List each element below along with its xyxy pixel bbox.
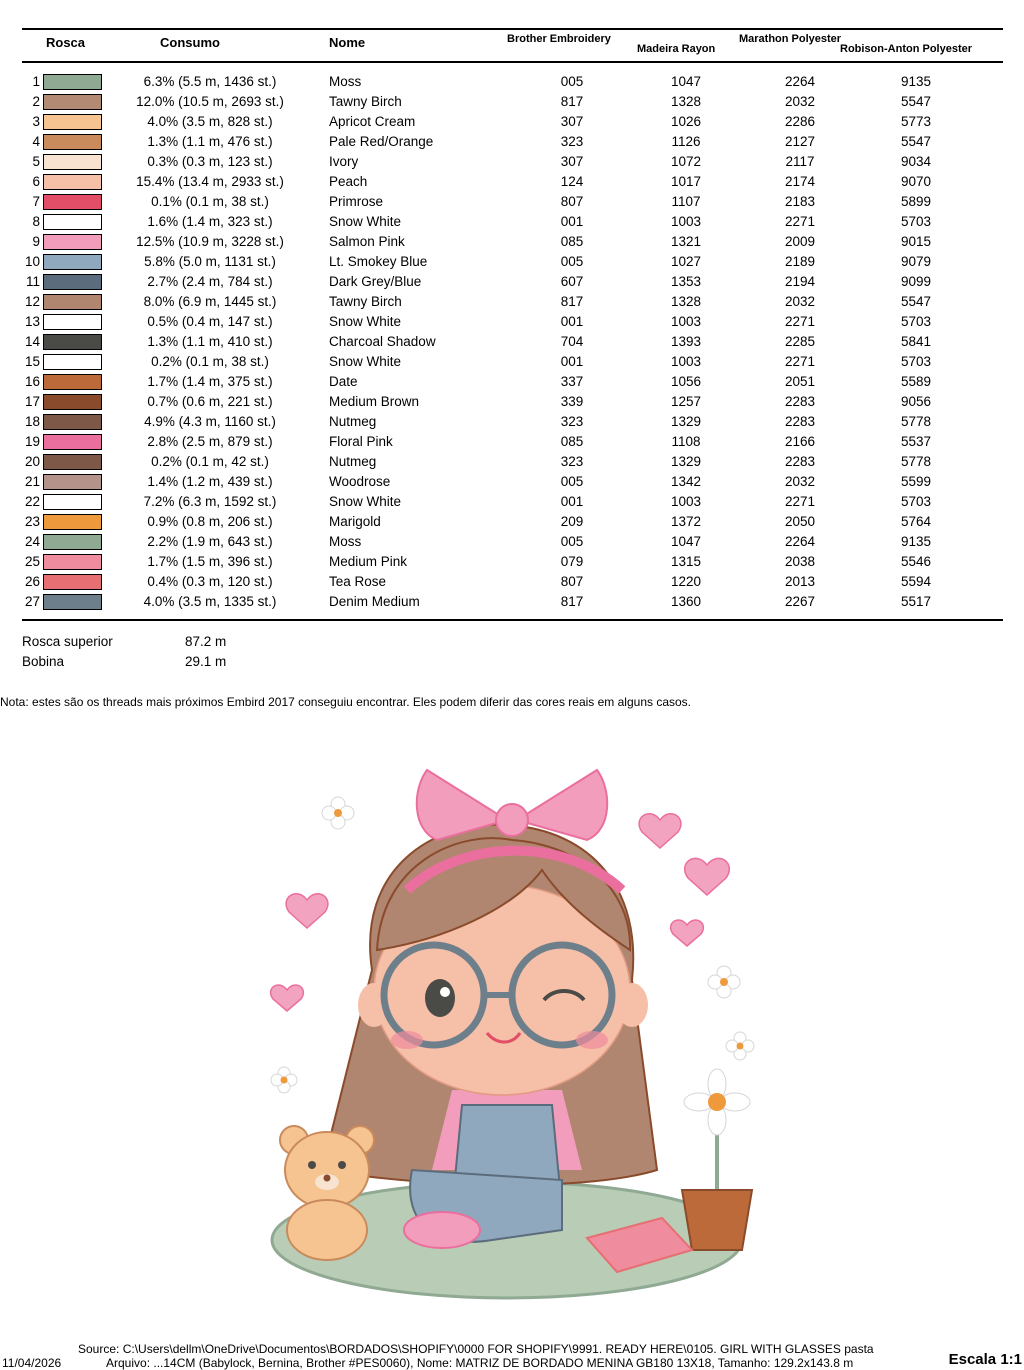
thread-madeira-code: 1003: [670, 354, 702, 369]
thread-marathon-code: 2283: [784, 414, 816, 429]
thread-color-swatch: [43, 574, 102, 590]
thread-brother-code: 339: [560, 394, 584, 409]
thread-consumo: 1.3% (1.1 m, 476 st.): [147, 134, 273, 149]
thread-color-swatch: [43, 254, 102, 270]
thread-number: 14: [24, 334, 40, 349]
thread-madeira-code: 1047: [670, 534, 702, 549]
col-header-madeira: Madeira Rayon: [637, 43, 716, 55]
table-row: [0, 452, 1024, 472]
thread-number: 21: [24, 474, 40, 489]
table-row: [0, 272, 1024, 292]
thread-marathon-code: 2117: [785, 154, 815, 169]
thread-name: Charcoal Shadow: [329, 334, 436, 349]
table-row: [0, 212, 1024, 232]
thread-number: 15: [24, 354, 40, 369]
thread-color-swatch: [43, 474, 102, 490]
thread-robison-code: 9015: [900, 234, 932, 249]
thread-robison-code: 9135: [900, 74, 932, 89]
thread-marathon-code: 2271: [784, 214, 816, 229]
table-row: [0, 192, 1024, 212]
thread-robison-code: 5547: [900, 134, 932, 149]
thread-number: 12: [24, 294, 40, 309]
thread-marathon-code: 2166: [784, 434, 816, 449]
thread-name: Date: [329, 374, 358, 389]
thread-name: Marigold: [329, 514, 381, 529]
thread-color-swatch: [43, 394, 102, 410]
thread-marathon-code: 2264: [784, 74, 816, 89]
thread-marathon-code: 2271: [784, 354, 816, 369]
thread-name: Apricot Cream: [329, 114, 416, 129]
thread-brother-code: 124: [560, 174, 584, 189]
thread-madeira-code: 1126: [671, 134, 701, 149]
thread-marathon-code: 2174: [784, 174, 816, 189]
thread-robison-code: 5703: [900, 354, 932, 369]
thread-marathon-code: 2267: [784, 594, 816, 609]
thread-name: Moss: [329, 534, 362, 549]
thread-number: 13: [24, 314, 40, 329]
thread-number: 9: [32, 234, 40, 249]
thread-color-swatch: [43, 134, 102, 150]
thread-marathon-code: 2271: [784, 494, 816, 509]
thread-madeira-code: 1353: [670, 274, 702, 289]
thread-robison-code: 5703: [900, 314, 932, 329]
thread-marathon-code: 2271: [784, 314, 816, 329]
footer-scale: Escala 1:1: [948, 1351, 1022, 1368]
thread-brother-code: 817: [560, 294, 584, 309]
thread-madeira-code: 1329: [670, 454, 702, 469]
thread-table: [0, 72, 1024, 612]
table-row: [0, 292, 1024, 312]
thread-number: 22: [24, 494, 40, 509]
thread-consumo: 4.9% (4.3 m, 1160 st.): [144, 414, 276, 429]
footer-file-info: Arquivo: ...14CM (Babylock, Bernina, Brother #PES0060), Nome: MATRIZ DE BORDADO MENINA GB180 13X18, Tamanho: 129.2x143.8 m: [106, 1356, 854, 1370]
thread-robison-code: 9099: [900, 274, 932, 289]
thread-consumo: 0.9% (0.8 m, 206 st.): [147, 514, 273, 529]
thread-brother-code: 307: [560, 154, 584, 169]
thread-name: Primrose: [329, 194, 384, 209]
thread-color-swatch: [43, 414, 102, 430]
thread-consumo: 0.3% (0.3 m, 123 st.): [147, 154, 273, 169]
thread-brother-code: 005: [560, 534, 584, 549]
thread-brother-code: 085: [560, 434, 584, 449]
thread-consumo: 4.0% (3.5 m, 1335 st.): [143, 594, 277, 609]
thread-madeira-code: 1003: [670, 214, 702, 229]
table-row: [0, 332, 1024, 352]
thread-name: Ivory: [329, 154, 359, 169]
thread-color-swatch: [43, 234, 102, 250]
thread-marathon-code: 2032: [784, 474, 816, 489]
thread-consumo: 12.5% (10.9 m, 3228 st.): [136, 234, 284, 249]
thread-marathon-code: 2183: [784, 194, 816, 209]
thread-name: Tawny Birch: [329, 94, 402, 109]
table-row: [0, 352, 1024, 372]
thread-madeira-code: 1315: [670, 554, 702, 569]
thread-consumo: 1.7% (1.5 m, 396 st.): [147, 554, 273, 569]
thread-consumo: 6.3% (5.5 m, 1436 st.): [143, 74, 277, 89]
thread-brother-code: 817: [560, 594, 584, 609]
thread-madeira-code: 1003: [670, 494, 702, 509]
table-row: [0, 392, 1024, 412]
thread-consumo: 0.4% (0.3 m, 120 st.): [147, 574, 273, 589]
thread-brother-code: 807: [560, 574, 584, 589]
thread-robison-code: 5778: [900, 454, 932, 469]
thread-brother-code: 307: [560, 114, 584, 129]
thread-number: 8: [32, 214, 40, 229]
thread-name: Tea Rose: [329, 574, 387, 589]
thread-robison-code: 5703: [900, 494, 932, 509]
table-row: [0, 232, 1024, 252]
thread-consumo: 1.7% (1.4 m, 375 st.): [147, 374, 273, 389]
thread-brother-code: 001: [560, 314, 584, 329]
thread-consumo: 8.0% (6.9 m, 1445 st.): [143, 294, 277, 309]
thread-robison-code: 5899: [900, 194, 932, 209]
thread-consumo: 15.4% (13.4 m, 2933 st.): [136, 174, 284, 189]
thread-marathon-code: 2032: [784, 294, 816, 309]
thread-madeira-code: 1026: [670, 114, 702, 129]
thread-robison-code: 5537: [900, 434, 932, 449]
thread-brother-code: 323: [560, 134, 584, 149]
thread-marathon-code: 2032: [784, 94, 816, 109]
col-header-robison: Robison-Anton Polyester: [840, 43, 973, 55]
header-top-rule: [22, 28, 1003, 30]
thread-robison-code: 9070: [900, 174, 932, 189]
thread-color-swatch: [43, 594, 102, 610]
thread-madeira-code: 1017: [670, 174, 702, 189]
thread-color-swatch: [43, 154, 102, 170]
table-row: [0, 492, 1024, 512]
thread-marathon-code: 2051: [784, 374, 816, 389]
thread-brother-code: 001: [560, 354, 584, 369]
table-row: [0, 112, 1024, 132]
thread-madeira-code: 1328: [670, 94, 702, 109]
thread-consumo: 2.8% (2.5 m, 879 st.): [147, 434, 273, 449]
thread-robison-code: 5841: [900, 334, 932, 349]
col-header-marathon: Marathon Polyester: [739, 33, 842, 45]
thread-number: 17: [24, 394, 40, 409]
thread-consumo: 1.3% (1.1 m, 410 st.): [147, 334, 273, 349]
thread-brother-code: 704: [560, 334, 584, 349]
thread-number: 26: [24, 574, 40, 589]
thread-number: 5: [32, 154, 40, 169]
thread-madeira-code: 1108: [671, 434, 701, 449]
thread-name: Peach: [329, 174, 368, 189]
thread-brother-code: 607: [560, 274, 584, 289]
thread-marathon-code: 2286: [784, 114, 816, 129]
thread-consumo: 4.0% (3.5 m, 828 st.): [147, 114, 273, 129]
thread-consumo: 0.2% (0.1 m, 38 st.): [151, 354, 269, 369]
table-row: [0, 592, 1024, 612]
thread-color-swatch: [43, 74, 102, 90]
thread-consumo: 0.1% (0.1 m, 38 st.): [151, 194, 269, 209]
table-row: [0, 132, 1024, 152]
table-row: [0, 572, 1024, 592]
thread-madeira-code: 1027: [670, 254, 702, 269]
thread-robison-code: 5546: [900, 554, 932, 569]
thread-consumo: 7.2% (6.3 m, 1592 st.): [143, 494, 277, 509]
thread-robison-code: 5547: [900, 94, 932, 109]
thread-number: 18: [24, 414, 40, 429]
thread-brother-code: 817: [560, 94, 584, 109]
thread-consumo: 0.7% (0.6 m, 221 st.): [147, 394, 273, 409]
table-row: [0, 532, 1024, 552]
thread-name: Lt. Smokey Blue: [329, 254, 428, 269]
thread-brother-code: 005: [560, 474, 584, 489]
thread-robison-code: 5778: [900, 414, 932, 429]
thread-consumo: 0.2% (0.1 m, 42 st.): [151, 454, 269, 469]
thread-marathon-code: 2050: [784, 514, 816, 529]
thread-consumo: 1.4% (1.2 m, 439 st.): [147, 474, 273, 489]
thread-name: Dark Grey/Blue: [329, 274, 422, 289]
thread-name: Snow White: [329, 354, 402, 369]
thread-madeira-code: 1047: [670, 74, 702, 89]
thread-name: Moss: [329, 74, 362, 89]
table-row: [0, 172, 1024, 192]
thread-number: 20: [24, 454, 40, 469]
table-row: [0, 432, 1024, 452]
table-row: [0, 472, 1024, 492]
thread-number: 27: [24, 594, 40, 609]
bobina-value: 29.1 m: [185, 654, 227, 669]
table-row: [0, 412, 1024, 432]
thread-consumo: 12.0% (10.5 m, 2693 st.): [136, 94, 284, 109]
thread-brother-code: 079: [560, 554, 584, 569]
thread-name: Snow White: [329, 314, 402, 329]
thread-number: 16: [24, 374, 40, 389]
thread-madeira-code: 1328: [670, 294, 702, 309]
thread-number: 6: [32, 174, 40, 189]
col-header-consumo: Consumo: [160, 35, 220, 50]
thread-brother-code: 005: [560, 74, 584, 89]
thread-madeira-code: 1342: [670, 474, 702, 489]
thread-color-swatch: [43, 194, 102, 210]
footer-date: 11/04/2026: [2, 1356, 62, 1370]
thread-madeira-code: 1056: [670, 374, 702, 389]
thread-marathon-code: 2283: [784, 454, 816, 469]
thread-marathon-code: 2285: [784, 334, 816, 349]
thread-color-swatch: [43, 274, 102, 290]
thread-number: 2: [32, 94, 40, 109]
thread-color-swatch: [43, 174, 102, 190]
rosca-superior-label: Rosca superior: [22, 634, 113, 649]
thread-madeira-code: 1372: [670, 514, 702, 529]
thread-brother-code: 807: [560, 194, 584, 209]
thread-number: 23: [24, 514, 40, 529]
table-row: [0, 152, 1024, 172]
thread-color-swatch: [43, 534, 102, 550]
thread-color-swatch: [43, 514, 102, 530]
thread-name: Medium Pink: [329, 554, 408, 569]
thread-marathon-code: 2127: [784, 134, 816, 149]
thread-name: Snow White: [329, 494, 402, 509]
thread-color-swatch: [43, 434, 102, 450]
thread-name: Nutmeg: [329, 454, 377, 469]
thread-brother-code: 323: [560, 454, 584, 469]
thread-madeira-code: 1321: [670, 234, 702, 249]
thread-number: 10: [24, 254, 40, 269]
thread-robison-code: 9079: [900, 254, 932, 269]
thread-robison-code: 9034: [900, 154, 932, 169]
thread-consumo: 1.6% (1.4 m, 323 st.): [147, 214, 273, 229]
thread-brother-code: 001: [560, 214, 584, 229]
thread-color-swatch: [43, 334, 102, 350]
thread-robison-code: 5703: [900, 214, 932, 229]
thread-consumo: 5.8% (5.0 m, 1131 st.): [144, 254, 276, 269]
thread-color-swatch: [43, 94, 102, 110]
thread-robison-code: 5764: [900, 514, 932, 529]
thread-madeira-code: 1003: [670, 314, 702, 329]
thread-name: Floral Pink: [329, 434, 393, 449]
thread-consumo: 2.2% (1.9 m, 643 st.): [147, 534, 273, 549]
thread-color-swatch: [43, 354, 102, 370]
thread-name: Denim Medium: [329, 594, 420, 609]
col-header-nome: Nome: [329, 35, 366, 50]
thread-name: Medium Brown: [329, 394, 420, 409]
thread-robison-code: 5594: [900, 574, 932, 589]
thread-number: 7: [32, 194, 40, 209]
thread-number: 11: [25, 274, 40, 289]
thread-number: 1: [32, 74, 40, 89]
thread-name: Tawny Birch: [329, 294, 402, 309]
thread-color-swatch: [43, 554, 102, 570]
thread-robison-code: 5517: [900, 594, 932, 609]
thread-name: Woodrose: [329, 474, 391, 489]
thread-madeira-code: 1393: [670, 334, 702, 349]
thread-robison-code: 5547: [900, 294, 932, 309]
thread-brother-code: 337: [560, 374, 584, 389]
thread-color-swatch: [43, 314, 102, 330]
thread-color-swatch: [43, 114, 102, 130]
table-row: [0, 72, 1024, 92]
thread-marathon-code: 2009: [784, 234, 816, 249]
thread-madeira-code: 1220: [670, 574, 702, 589]
thread-number: 25: [24, 554, 40, 569]
thread-color-swatch: [43, 494, 102, 510]
rosca-superior-value: 87.2 m: [185, 634, 227, 649]
footer-source: Source: C:\Users\dellm\OneDrive\Documentos\BORDADOS\SHOPIFY\0000 FOR SHOPIFY\9991. READY HERE\0105. GIRL WITH GLASSES pasta: [78, 1342, 874, 1356]
thread-marathon-code: 2189: [784, 254, 816, 269]
thread-name: Nutmeg: [329, 414, 377, 429]
thread-brother-code: 085: [560, 234, 584, 249]
thread-marathon-code: 2283: [784, 394, 816, 409]
thread-marathon-code: 2264: [784, 534, 816, 549]
table-row: [0, 372, 1024, 392]
table-row: [0, 552, 1024, 572]
embroidery-girl-with-glasses-illustration: [262, 750, 762, 1310]
thread-madeira-code: 1257: [670, 394, 702, 409]
col-header-brother: Brother Embroidery: [507, 33, 611, 45]
thread-name: Salmon Pink: [329, 234, 405, 249]
thread-color-swatch: [43, 294, 102, 310]
thread-color-swatch: [43, 374, 102, 390]
thread-consumo: 0.5% (0.4 m, 147 st.): [147, 314, 273, 329]
thread-madeira-code: 1107: [671, 194, 701, 209]
thread-marathon-code: 2013: [784, 574, 816, 589]
table-row: [0, 312, 1024, 332]
thread-brother-code: 001: [560, 494, 584, 509]
thread-robison-code: 9056: [900, 394, 932, 409]
thread-robison-code: 5773: [900, 114, 932, 129]
thread-brother-code: 323: [560, 414, 584, 429]
thread-number: 24: [24, 534, 40, 549]
header-bottom-rule: [22, 61, 1003, 63]
thread-consumo: 2.7% (2.4 m, 784 st.): [147, 274, 273, 289]
thread-marathon-code: 2194: [784, 274, 816, 289]
table-bottom-rule: [22, 619, 1003, 621]
table-row: [0, 512, 1024, 532]
thread-madeira-code: 1329: [670, 414, 702, 429]
thread-robison-code: 9135: [900, 534, 932, 549]
table-row: [0, 252, 1024, 272]
thread-note: Nota: estes são os threads mais próximos Embird 2017 conseguiu encontrar. Eles podem diferir das cores reais em alguns casos.: [0, 695, 692, 709]
thread-brother-code: 209: [560, 514, 584, 529]
thread-number: 3: [32, 114, 40, 129]
thread-robison-code: 5599: [900, 474, 932, 489]
thread-robison-code: 5589: [900, 374, 932, 389]
thread-brother-code: 005: [560, 254, 584, 269]
bobina-label: Bobina: [22, 654, 65, 669]
thread-madeira-code: 1072: [670, 154, 702, 169]
thread-color-swatch: [43, 454, 102, 470]
thread-number: 4: [32, 134, 40, 149]
col-header-rosca: Rosca: [46, 35, 86, 50]
thread-madeira-code: 1360: [670, 594, 702, 609]
thread-name: Pale Red/Orange: [329, 134, 434, 149]
thread-marathon-code: 2038: [784, 554, 816, 569]
thread-name: Snow White: [329, 214, 402, 229]
table-row: [0, 92, 1024, 112]
thread-number: 19: [24, 434, 40, 449]
thread-color-swatch: [43, 214, 102, 230]
